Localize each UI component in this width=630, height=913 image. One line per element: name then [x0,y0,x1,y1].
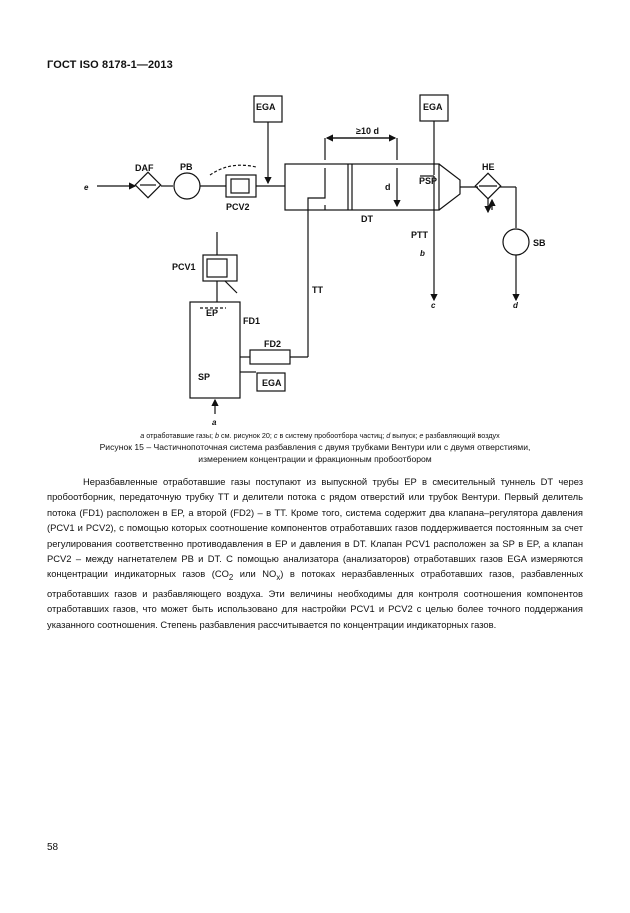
label-ega-bottom: EGA [262,378,282,388]
label-pcv2: PCV2 [226,202,250,212]
flow-mark-a: a [212,418,217,427]
label-he: HE [482,162,495,172]
body-paragraph: Неразбавленные отработавшие газы поступают из выпускной трубы EP в смесительный туннель DT через пробоотборник, передаточную трубку TT и делители потока с рядом отверстий или трубок Вентури. Первый делитель потока (FD1) расположен в EP, а второй (FD2) – в TT. Кроме того, система содержит два клапана–регулятора давления (PCV1 и PCV2), с помощью которых соотношение компонентов отработавших газов поддерживается постоянным за счет регулирования соответственно противодавления в EP и давления в DT. Клапан PCV1 расположен за SP в EP, а клапан PCV2 – между нагнетателем PB и DT. С помощью анализатора (анализаторов) отработавших газов EGA измеряются концентрации индикаторных газов ($CO_2$ или $NO_x$) в потоках неразбавленных отработавших газов, разбавленных отработавших газов и разбавляющего воздуха. Эти величины необходимы для контроля соотношения компонентов отработавших газов, что может быть использовано для настройки PCV1 и PCV2 с целью более точного поддержания указанного соотношения. Степень разбавления рассчитывается по концентрации индикаторных газов. [47,476,584,630]
label-ptt: PTT [411,230,428,240]
figure-legend: a отработавшие газы; b см. рисунок 20; c в систему пробоотбора частиц; d выпуск; e разбавляющий воздух [140,431,500,440]
label-sb: SB [533,238,546,248]
label-sp: SP [198,372,211,382]
label-pb: PB [180,162,193,172]
label-fd2: FD2 [264,339,282,349]
flow-mark-c: c [431,301,436,310]
flow-mark-d: d [513,301,518,310]
label-daf: DAF [135,163,154,173]
label-d-diameter: d [385,182,391,192]
flow-mark-b: b [420,249,425,258]
flow-mark-e-inlet: e [84,183,89,192]
pb-pump-icon [174,173,200,199]
label-ega-right: EGA [423,102,443,112]
figure-caption [40,441,590,465]
label-pcv1: PCV1 [172,262,196,272]
label-dt: DT [361,214,373,224]
label-fd1: FD1 [243,316,261,326]
fd2-flow-divider [250,350,290,364]
label-tt: TT [312,285,323,295]
label-psp: PSP [419,176,438,186]
label-ep: EP [206,308,219,318]
label-ega-top: EGA [256,102,276,112]
sb-blower-icon [503,229,529,255]
page-number: 58 [47,842,59,853]
caption-line-1: Рисунок 15 – Частичнопоточная система разбавления с двумя трубками Вентури или с двумя отверстиями, [99,442,531,452]
dilution-system-diagram [0,0,630,430]
standard-header: ГОСТ ISO 8178-1—2013 [47,59,173,71]
caption-line-2: измерением концентрации и фракционным пробоотбором [198,454,432,464]
label-distance: ≥10 d [356,126,379,136]
